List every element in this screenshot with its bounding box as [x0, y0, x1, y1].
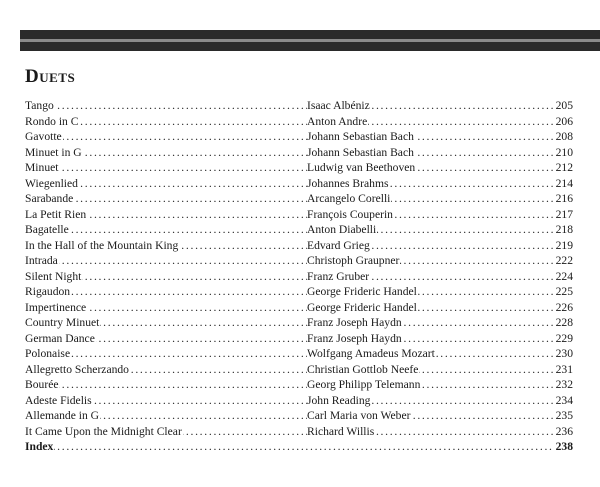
toc-entry [25, 315, 573, 331]
page-number: 208 [555, 130, 573, 143]
index-title: Index [25, 440, 54, 453]
toc-entry [25, 145, 573, 161]
composer-name: George Frideric Handel [307, 285, 417, 298]
composer-name: Anton Andre [307, 114, 368, 128]
composer-name: Isaac Albéniz [307, 99, 370, 112]
composer-name: Johann Sebastian Bach [307, 130, 414, 143]
composer-name: Carl Maria von Weber [307, 409, 411, 422]
piece-title: Sarabande [25, 192, 74, 205]
piece-title: Allegretto Scherzando [25, 362, 129, 376]
toc-entry [25, 253, 573, 269]
composer-name: John Reading [307, 393, 371, 407]
piece-title: Impertinence [25, 300, 87, 314]
composer-name: Georg Philipp Telemann [307, 378, 421, 391]
leader-dots [25, 253, 307, 269]
composer-name: François Couperin [307, 207, 393, 221]
composer-name: Johann Sebastian Bach [307, 145, 414, 159]
toc-entry [25, 129, 573, 145]
toc-entry [25, 160, 573, 176]
toc-entry [25, 377, 573, 393]
table-of-contents [25, 98, 573, 455]
toc-entry [25, 191, 573, 207]
piece-title: Silent Night [25, 269, 82, 283]
toc-entry [25, 176, 573, 192]
page-number: 222 [555, 254, 573, 267]
composer-name: Edvard Grieg [307, 238, 370, 252]
page-number: 225 [555, 285, 573, 298]
piece-title: Rondo in C [25, 114, 79, 128]
leader-dots [25, 129, 307, 145]
piece-title: Bagatelle [25, 223, 69, 236]
composer-name: Christoph Graupner [307, 254, 400, 267]
toc-entry [25, 284, 573, 300]
toc-entry [25, 207, 573, 223]
piece-title: Allemande in G [25, 409, 100, 422]
composer-name: Arcangelo Corelli [307, 192, 391, 205]
composer-name: Franz Joseph Haydn [307, 316, 402, 329]
section-heading: Duets [25, 66, 76, 87]
page-number: 230 [555, 347, 573, 360]
composer-name: Wolfgang Amadeus Mozart [307, 347, 435, 360]
page-number: 235 [555, 409, 573, 422]
header-rule-top [20, 30, 600, 39]
piece-title: Polonaise [25, 347, 71, 360]
page-number: 216 [555, 192, 573, 205]
piece-title: La Petit Rien [25, 207, 87, 221]
page-number: 219 [555, 238, 573, 252]
page-number: 232 [555, 378, 573, 391]
toc-entry [25, 300, 573, 316]
page-number: 228 [555, 316, 573, 329]
composer-name: Ludwig van Beethoven [307, 161, 416, 174]
page-number: 234 [555, 393, 573, 407]
toc-entry [25, 362, 573, 378]
piece-title: Minuet in G [25, 145, 82, 159]
page-number: 236 [555, 424, 573, 438]
piece-title: Adeste Fidelis [25, 393, 92, 407]
composer-name: Anton Diabelli [307, 223, 377, 236]
toc-entry [25, 393, 573, 409]
page-number: 210 [555, 145, 573, 159]
page-number: 226 [555, 300, 573, 314]
page-number: 218 [555, 223, 573, 236]
leader-dots [25, 98, 307, 114]
page-number: 229 [555, 331, 573, 345]
leader-dots [25, 439, 573, 455]
piece-title: German Dance [25, 331, 95, 345]
toc-entry [25, 238, 573, 254]
piece-title: Minuet [25, 161, 59, 174]
toc-entry [25, 222, 573, 238]
toc-entry [25, 424, 573, 440]
toc-entry [25, 114, 573, 130]
piece-title: Wiegenlied [25, 176, 78, 190]
composer-name: Richard Willis [307, 424, 375, 438]
toc-entry [25, 346, 573, 362]
toc-entry-index [25, 439, 573, 455]
toc-entry [25, 269, 573, 285]
piece-title: Intrada [25, 254, 58, 267]
toc-entry [25, 98, 573, 114]
page-number: 212 [555, 161, 573, 174]
page-number: 231 [555, 362, 573, 376]
piece-title: Rigaudon [25, 285, 71, 298]
toc-entry [25, 331, 573, 347]
page-number: 206 [555, 114, 573, 128]
composer-name: George Frideric Handel [307, 300, 417, 314]
page-number: 224 [555, 269, 573, 283]
page-number: 205 [555, 99, 573, 112]
leader-dots [25, 377, 307, 393]
composer-name: Franz Joseph Haydn [307, 331, 402, 345]
page-number: 238 [555, 440, 573, 453]
header-rule-bottom [20, 42, 600, 51]
composer-name: Christian Gottlob Neefe [307, 362, 419, 376]
leader-dots [25, 160, 307, 176]
composer-name: Johannes Brahms [307, 176, 389, 190]
composer-name: Franz Gruber [307, 269, 370, 283]
piece-title: In the Hall of the Mountain King [25, 238, 179, 252]
piece-title: Bourée [25, 378, 59, 391]
piece-title: Country Minuet [25, 316, 100, 329]
piece-title: It Came Upon the Midnight Clear [25, 424, 182, 438]
page-number: 214 [555, 176, 573, 190]
toc-entry [25, 408, 573, 424]
piece-title: Gavotte [25, 130, 62, 143]
piece-title: Tango [25, 99, 54, 112]
page-number: 217 [555, 207, 573, 221]
